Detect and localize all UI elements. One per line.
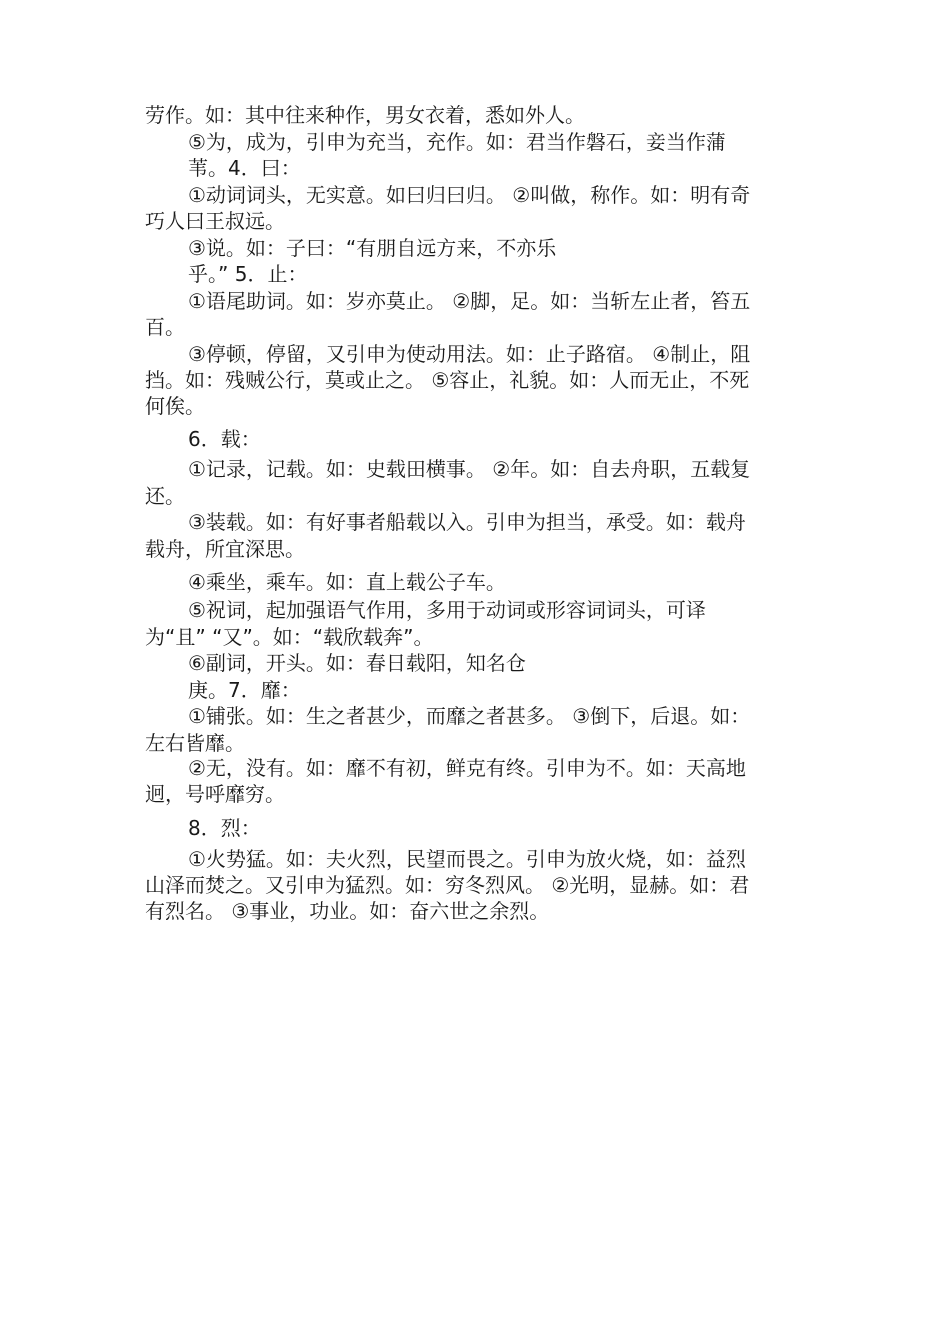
- text-line: 百。: [145, 315, 185, 339]
- text-line: 挡。如：残贼公行，莫或止之。 ⑤容止，礼貌。如：人而无止，不死: [145, 368, 750, 392]
- text-line: 山泽而焚之。又引申为猛烈。如：穷冬烈风。 ②光明，显赫。如：君: [145, 873, 750, 897]
- text-line: 巧人曰王叔远。: [145, 209, 285, 233]
- text-line: ①火势猛。如：夫火烈，民望而畏之。引申为放火烧，如：益烈: [188, 847, 746, 871]
- text-line: ⑤祝词，起加强语气作用，多用于动词或形容词词头，可译: [188, 598, 706, 622]
- text-line: 载舟，所宜深思。: [145, 537, 305, 561]
- text-line: 庚。7．靡：: [188, 678, 301, 702]
- text-line: ①语尾助词。如：岁亦莫止。 ②脚，足。如：当斩左止者，笞五: [188, 289, 751, 313]
- text-line: ②无，没有。如：靡不有初，鲜克有终。引申为不。如：天高地: [188, 756, 746, 780]
- text-line: 劳作。如：其中往来种作，男女衣着，悉如外人。: [145, 103, 585, 127]
- text-line: ③装载。如：有好事者船载以入。引申为担当，承受。如：载舟: [188, 510, 746, 534]
- text-line: 左右皆靡。: [145, 731, 245, 755]
- text-line: 苇。4．曰：: [188, 156, 301, 180]
- text-line: ④乘坐，乘车。如：直上载公子车。: [188, 570, 506, 594]
- text-line: 乎。” 5．止：: [188, 262, 308, 286]
- text-line: ①记录，记载。如：史载田横事。 ②年。如：自去舟职，五载复: [188, 457, 751, 481]
- text-line: ③说。如：子曰：“有朋自远方来，不亦乐: [188, 236, 557, 260]
- text-line: 还。: [145, 484, 185, 508]
- text-line: 有烈名。 ③事业，功业。如：奋六世之余烈。: [145, 899, 550, 923]
- text-line: 何俟。: [145, 394, 205, 418]
- text-line: ①铺张。如：生之者甚少，而靡之者甚多。 ③倒下，后退。如：: [188, 704, 751, 728]
- text-line: ⑤为，成为，引申为充当，充作。如：君当作磐石，妾当作蒲: [188, 130, 726, 154]
- text-line: ⑥副词，开头。如：春日载阳，知名仓: [188, 651, 526, 675]
- section-heading: 6．载：: [188, 427, 261, 451]
- text-line: ①动词词头，无实意。如曰归曰归。 ②叫做，称作。如：明有奇: [188, 183, 751, 207]
- text-line: 迥，号呼靡穷。: [145, 782, 285, 806]
- section-heading: 8．烈：: [188, 816, 261, 840]
- text-line: 为“且” “又”。如：“载欣载奔”。: [145, 625, 434, 649]
- text-line: ③停顿，停留，又引申为使动用法。如：止子路宿。 ④制止，阻: [188, 342, 751, 366]
